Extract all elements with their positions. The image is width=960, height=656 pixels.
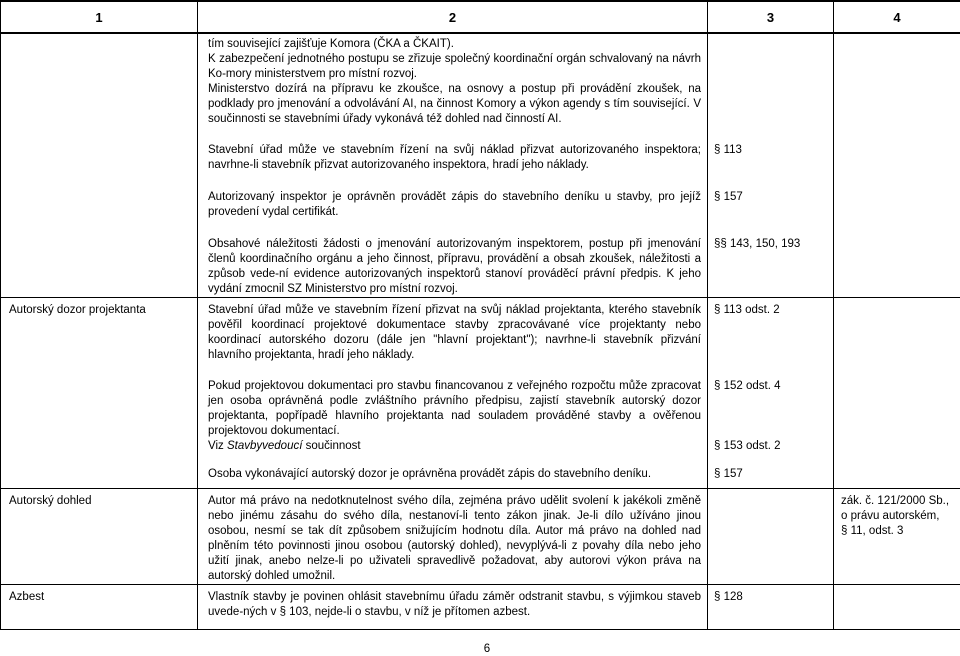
paragraph: Viz Stavbyvedoucí součinnost	[208, 440, 361, 452]
law-cell	[834, 489, 960, 585]
reference-cell	[708, 33, 834, 298]
header-col-2: 2	[198, 1, 708, 33]
paragraph: Stavební úřad může ve stavebním řízení na svůj náklad přizvat autorizovaného inspektora; navrhne-li stavebník přizvat autorizovaného inspektora, hradí jeho náklady.	[208, 144, 701, 171]
text-cell	[198, 489, 708, 585]
row-label: Azbest	[9, 591, 45, 603]
header-row	[1, 1, 960, 33]
section-ref: §§ 143, 150, 193	[714, 238, 801, 250]
section-ref	[714, 37, 833, 143]
header-col-3: 3	[708, 1, 834, 33]
law-reference: zák. č. 121/2000 Sb., o právu autorském, § 11, odst. 3	[841, 495, 950, 537]
law-cell	[834, 33, 960, 298]
label-cell	[1, 489, 198, 585]
header-col-4: 4	[834, 1, 960, 33]
text-cell	[198, 298, 708, 489]
text-cell	[198, 585, 708, 630]
page-number: 6	[483, 643, 491, 655]
section-ref: § 157	[714, 191, 743, 203]
paragraph: Pokud projektovou dokumentaci pro stavbu financovanou z veřejného rozpočtu může zpracovat jen osoba oprávněná podle zvláštního právního předpisu, zajistí stavebník autorský dozor projektanta, popřípadě hlavního projektanta nad souladem prováděné stavby a ověřenou projektovou dokumentací.	[208, 380, 701, 437]
section-ref: § 152 odst. 4	[714, 380, 781, 392]
row-label: Autorský dohled	[9, 495, 92, 507]
row-autorsky-dohled	[1, 489, 960, 585]
paragraph: Osoba vykonávající autorský dozor je oprávněna provádět zápis do stavebního deníku.	[208, 468, 652, 480]
text-cell	[198, 33, 708, 298]
section-ref: § 128	[714, 591, 743, 603]
row-azbest	[1, 585, 960, 630]
reference-cell	[708, 298, 834, 489]
row-autorsky-dozor	[1, 298, 960, 489]
label-cell	[1, 585, 198, 630]
paragraph: Autorizovaný inspektor je oprávněn provádět zápis do stavebního deníku u stavby, pro jejíž provedení vydal certifikát.	[208, 191, 701, 218]
paragraph: Autor má právo na nedotknutelnost svého díla, zejména právo udělit svolení k jakékoli změně nebo jinému zásahu do svého díla, nestanoví-li tento zákon jinak. Je-li dílo užíváno jinou osobou, nesmí se tak dít způsobem snižujícím hodnotu díla. Autor má právo na dohled nad plněním této povinnosti jinou osobou (autorský dohled), nevyplývá-li z povahy díla nebo jeho užití jinak, anebo nelze-li po uživateli spravedlivě požadovat, aby autorovi výkon práva na autorský dohled umožnil.	[208, 495, 701, 582]
section-ref: § 153 odst. 2	[714, 440, 781, 452]
row-continuation	[1, 33, 960, 298]
law-cell	[834, 298, 960, 489]
reference-cell	[708, 489, 834, 585]
cross-reference: Stavbyvedoucí	[226, 440, 303, 452]
section-ref: § 113	[714, 144, 742, 156]
paragraph: Obsahové náležitosti žádosti o jmenování autorizovaným inspektorem, postup při jmenování členů koordinačního orgánu a jeho činnost, přípravu, provádění a obsah zkoušek, náležitosti a způsob vede-ní evidence autorizovaných inspektorů stanoví prováděcí právní předpis. K jeho vydání zmocnil SZ Ministerstvo pro místní rozvoj.	[208, 238, 701, 295]
paragraph: tím související zajišťuje Komora (ČKA a ČKAIT). K zabezpečení jednotného postupu se zřizuje společný koordinační orgán schvalovaný na návrh Ko-mory ministerstvem pro místní rozvoj. Ministerstvo dozírá na přípravu ke zkoušce, na osnovy a postup při provádění zkoušek, na podklady pro jmenování a odvolávání AI, na činnost Komory a výkon agendy s tím související. V součinnosti se stavebními úřady vykonává též dohled nad činností AI.	[208, 38, 701, 125]
paragraph: Stavební úřad může ve stavebním řízení přizvat na svůj náklad projektanta, kterého stavebník pověřil koordinací projektové dokumentace stavby zpracovávané více projektanty nebo koordinací autorského dozoru (dále jen "hlavní projektant"); navrhne-li stavebník přizvání hlavního projektanta, hradí jeho náklady.	[208, 304, 701, 361]
label-cell	[1, 33, 198, 298]
reference-cell	[708, 585, 834, 630]
paragraph: Vlastník stavby je povinen ohlásit stavebnímu úřadu záměr odstranit stavbu, s výjimkou staveb uvede-ných v § 103, nejde-li o stavbu, v níž je přítomen azbest.	[208, 591, 701, 618]
section-ref: § 157	[714, 468, 743, 480]
row-label: Autorský dozor projektanta	[9, 304, 146, 316]
header-col-1: 1	[1, 1, 198, 33]
section-ref: § 113 odst. 2	[714, 304, 780, 316]
law-cell	[834, 585, 960, 630]
label-cell	[1, 298, 198, 489]
